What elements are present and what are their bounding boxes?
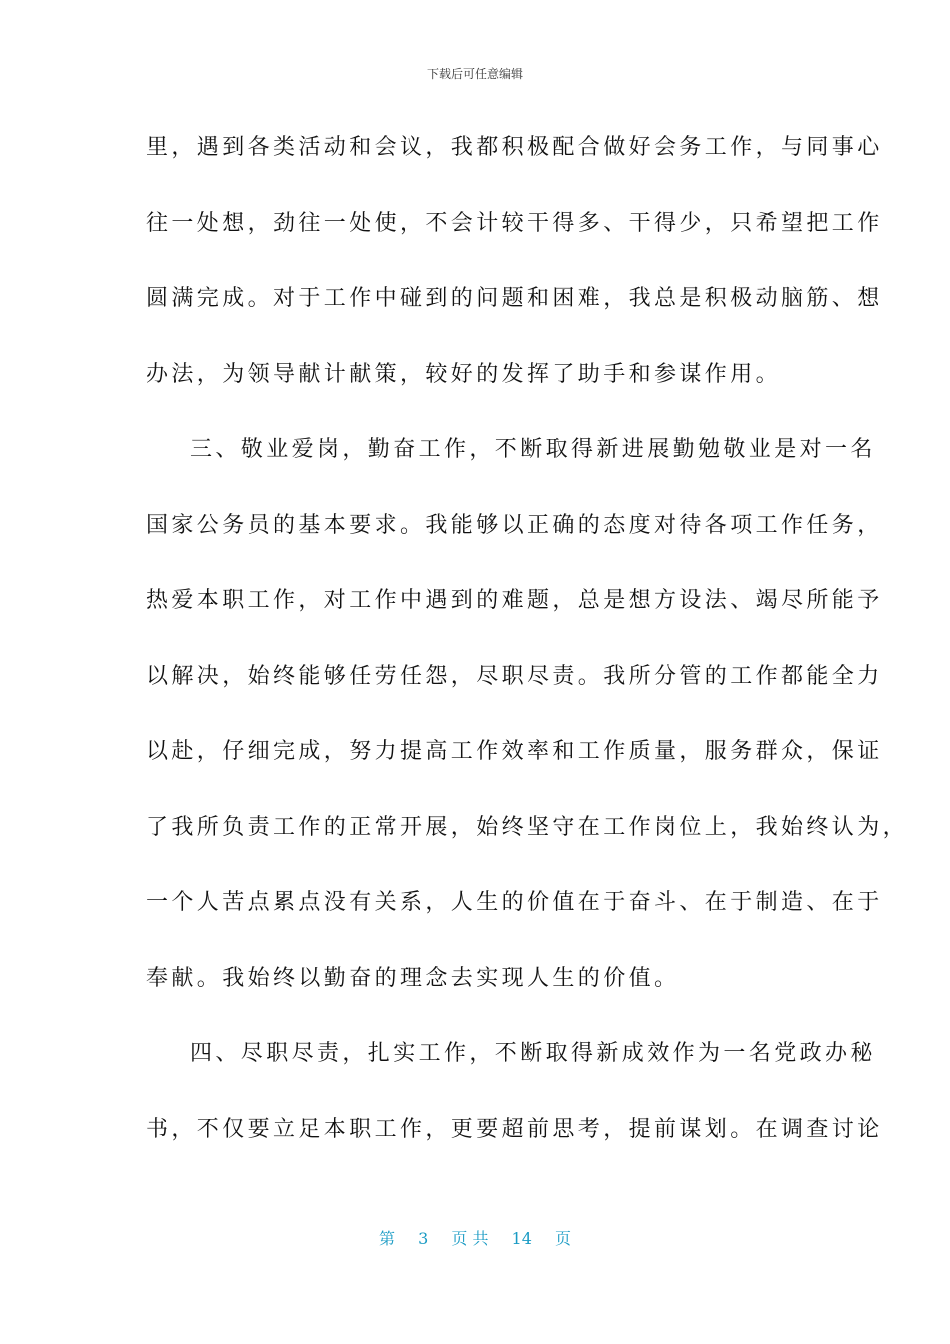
text-line: 热爱本职工作，对工作中遇到的难题，总是想方设法、竭尽所能予 xyxy=(146,588,883,613)
text-line: 奉献。我始终以勤奋的理念去实现人生的价值。 xyxy=(146,965,680,991)
text-line: 三、敬业爱岗，勤奋工作，不断取得新进展勤勉敬业是对一名 xyxy=(190,437,876,462)
text-line: 办法，为领导献计献策，较好的发挥了助手和参谋作用。 xyxy=(146,361,782,387)
text-line: 四、尽职尽责，扎实工作，不断取得新成效作为一名党政办秘 xyxy=(190,1041,876,1066)
page-footer xyxy=(0,1228,950,1250)
of-label: 页 共 xyxy=(451,1229,489,1248)
text-line: 了我所负责工作的正常开展，始终坚守在工作岗位上，我始终认为， xyxy=(146,814,909,840)
page-number: 3 xyxy=(418,1229,429,1248)
document-body xyxy=(146,128,909,1185)
text-line: 国家公务员的基本要求。我能够以正确的态度对待各项工作任务， xyxy=(146,512,883,538)
text-line: 里，遇到各类活动和会议，我都积极配合做好会务工作，与同事心 xyxy=(146,135,883,160)
page-header-note: 下载后可任意编辑 xyxy=(426,67,523,81)
total-pages: 14 xyxy=(511,1229,532,1248)
text-line: 书，不仅要立足本职工作，更要超前思考，提前谋划。在调查讨论 xyxy=(146,1116,883,1142)
text-line: 以赴，仔细完成，努力提高工作效率和工作质量，服务群众，保证 xyxy=(146,739,883,764)
pages-label: 页 xyxy=(555,1229,572,1248)
text-line: 一个人苦点累点没有关系，人生的价值在于奋斗、在于制造、在于 xyxy=(146,890,883,915)
text-line: 圆满完成。对于工作中碰到的问题和困难，我总是积极动脑筋、想 xyxy=(146,286,883,311)
text-line: 往一处想，劲往一处使，不会计较干得多、干得少，只希望把工作 xyxy=(146,210,883,236)
text-line: 以解决，始终能够任劳任怨，尽职尽责。我所分管的工作都能全力 xyxy=(146,663,883,689)
page-label: 第 xyxy=(378,1229,395,1248)
